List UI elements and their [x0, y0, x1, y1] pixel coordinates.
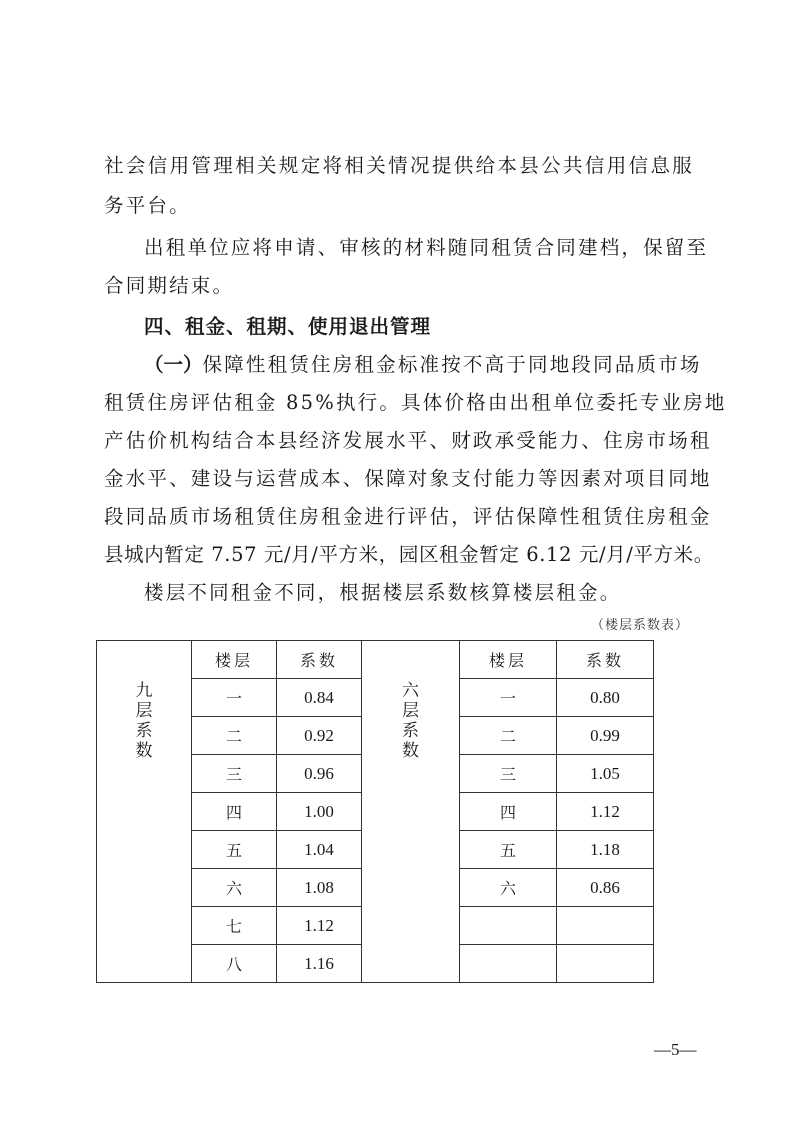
right-coef-cell: 0.99	[557, 717, 654, 755]
paragraph-line: 金水平、建设与运营成本、保障对象支付能力等因素对项目同地	[104, 467, 712, 490]
right-floor-cell: 三	[460, 755, 557, 793]
right-coef-cell: 1.18	[557, 831, 654, 869]
right-floor-cell: 四	[460, 793, 557, 831]
paragraph-line: 产估价机构结合本县经济发展水平、财政承受能力、住房市场租	[104, 429, 712, 452]
right-floor-cell: 一	[460, 679, 557, 717]
right-floor-cell	[460, 945, 557, 983]
left-coef-cell: 1.12	[277, 907, 362, 945]
paragraph-line: 出租单位应将申请、审核的材料随同租赁合同建档，保留至	[144, 236, 709, 259]
left-coef-cell: 1.00	[277, 793, 362, 831]
left-coef-cell: 0.92	[277, 717, 362, 755]
paragraph-line: 合同期结束。	[104, 274, 235, 297]
table-caption: （楼层系数表）	[590, 618, 689, 633]
paragraph-line: 县城内暂定 7.57 元/月/平方米，园区租金暂定 6.12 元/月/平方米。	[104, 543, 714, 566]
left-floor-cell: 八	[192, 945, 277, 983]
left-coef-cell: 1.04	[277, 831, 362, 869]
left-floor-cell: 五	[192, 831, 277, 869]
right-group-label	[362, 641, 460, 983]
paragraph-text: 保障性租赁住房租金标准按不高于同地段同品质市场	[202, 353, 702, 376]
right-floor-cell: 五	[460, 831, 557, 869]
paragraph-line: 租赁住房评估租金 85%执行。具体价格由出租单位委托专业房地	[104, 391, 727, 414]
section-heading: 四、租金、租期、使用退出管理	[144, 315, 432, 338]
right-coef-cell: 1.12	[557, 793, 654, 831]
left-floor-cell: 二	[192, 717, 277, 755]
left-group-text: 九层系数	[135, 681, 153, 761]
right-coef-cell: 0.86	[557, 869, 654, 907]
header-floor-left: 楼层	[192, 641, 277, 679]
paragraph-line: 社会信用管理相关规定将相关情况提供给本县公共信用信息服	[104, 154, 694, 177]
table-header-row	[97, 641, 654, 679]
left-coef-cell: 0.84	[277, 679, 362, 717]
left-coef-cell: 1.08	[277, 869, 362, 907]
paragraph-line: 楼层不同租金不同，根据楼层系数核算楼层租金。	[144, 581, 622, 604]
right-coef-cell	[557, 907, 654, 945]
header-floor-right: 楼层	[460, 641, 557, 679]
left-floor-cell: 四	[192, 793, 277, 831]
page-number: —5—	[654, 1040, 697, 1059]
right-coef-cell: 0.80	[557, 679, 654, 717]
right-group-text: 六层系数	[402, 681, 419, 761]
left-floor-cell: 六	[192, 869, 277, 907]
header-coef-right: 系数	[557, 641, 654, 679]
paragraph-line: 务平台。	[104, 194, 191, 217]
header-coef-left: 系数	[277, 641, 362, 679]
paragraph-line	[144, 353, 702, 377]
item-number: （一）	[144, 353, 203, 376]
right-coef-cell: 1.05	[557, 755, 654, 793]
right-coef-cell	[557, 945, 654, 983]
paragraph-line: 段同品质市场租赁住房租金进行评估，评估保障性租赁住房租金	[104, 505, 712, 528]
left-group-label	[97, 641, 192, 983]
left-floor-cell: 三	[192, 755, 277, 793]
floor-coefficient-table	[96, 640, 654, 983]
left-coef-cell: 1.16	[277, 945, 362, 983]
right-floor-cell: 二	[460, 717, 557, 755]
left-coef-cell: 0.96	[277, 755, 362, 793]
right-floor-cell	[460, 907, 557, 945]
right-floor-cell: 六	[460, 869, 557, 907]
left-floor-cell: 一	[192, 679, 277, 717]
left-floor-cell: 七	[192, 907, 277, 945]
